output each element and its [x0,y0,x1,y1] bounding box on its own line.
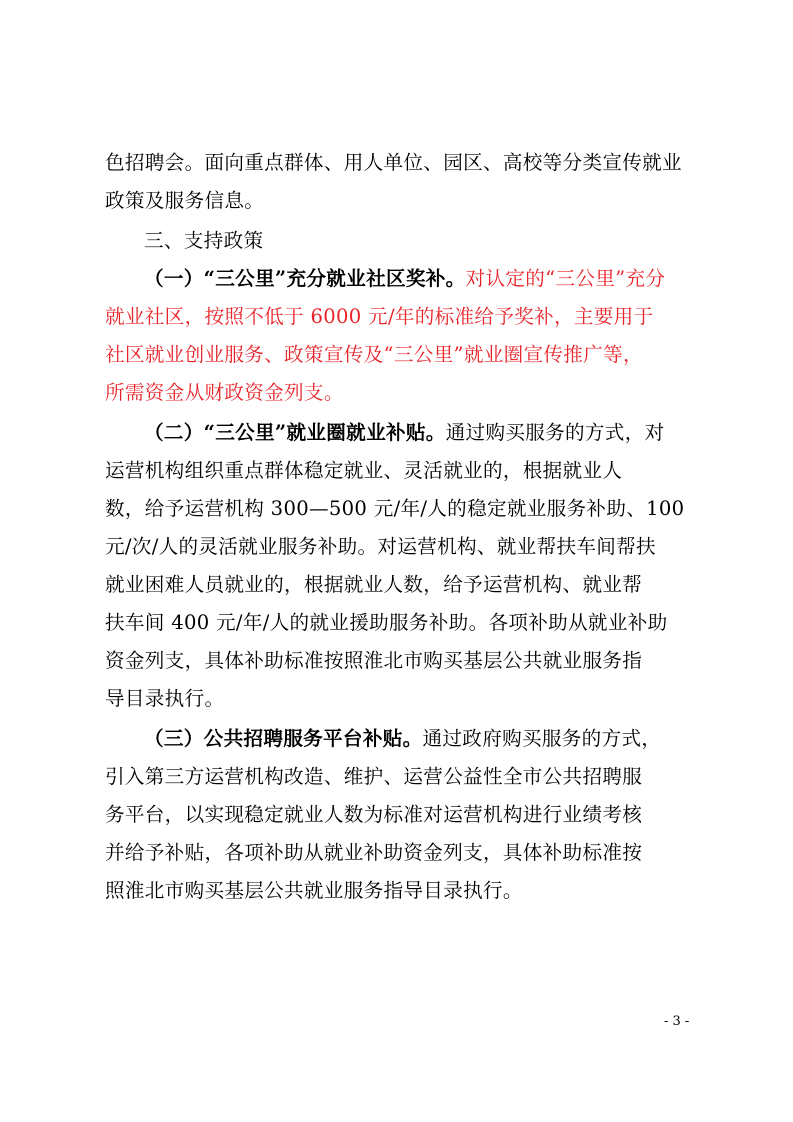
para2-line-2: 运营机构组织重点群体稳定就业、灵活就业的，根据就业人 [105,459,623,482]
para3-line-1 [144,720,695,758]
para2-heading: （二）“三公里”就业圈就业补贴。 [144,421,446,444]
para2-line-3: 数，给予运营机构 300—500 元/年/人的稳定就业服务补助、100 [105,497,685,520]
para3-line-5: 照淮北市购买基层公共就业服务指导目录执行。 [105,879,523,902]
para1-line-4: 所需资金从财政资金列支。 [105,381,344,404]
para3-line-3: 务平台，以实现稳定就业人数为标准对运营机构进行业绩考核 [105,803,643,826]
para2-line-4: 元/次/人的灵活就业服务补助。对运营机构、就业帮扶车间帮扶 [105,535,656,558]
para2-line-1 [144,414,695,452]
para1-heading: （一）“三公里”充分就业社区奖补。 [144,267,466,290]
section-heading: 三、支持政策 [144,229,264,252]
para3-line-2: 引入第三方运营机构改造、维护、运营公益性全市公共招聘服 [105,765,643,788]
page-number: - 3 - [664,1014,690,1029]
para1-line-1 [144,260,695,298]
para3-heading: （三）公共招聘服务平台补贴。 [144,727,423,750]
para1-line-1-text: 对认定的“三公里”充分 [465,267,666,290]
para2-line-1-text: 通过购买服务的方式，对 [445,421,665,444]
para2-line-7: 资金列支，具体补助标准按照淮北市购买基层公共就业服务指 [105,649,643,672]
para3-line-4: 并给予补贴，各项补助从就业补助资金列支，具体补助标准按 [105,841,643,864]
para2-line-8: 导目录执行。 [105,687,225,710]
intro-line-1: 色招聘会。面向重点群体、用人单位、园区、高校等分类宣传就业 [105,151,682,174]
intro-line-2: 政策及服务信息。 [105,189,265,212]
para3-line-1-text: 通过政府购买服务的方式， [422,727,662,750]
para1-line-3: 社区就业创业服务、政策宣传及“三公里”就业圈宣传推广等， [105,343,643,366]
para2-line-5: 就业困难人员就业的，根据就业人数，给予运营机构、就业帮 [105,573,643,596]
para2-line-6: 扶车间 400 元/年/人的就业援助服务补助。各项补助从就业补助 [105,611,668,634]
para1-line-2: 就业社区，按照不低于 6000 元/年的标准给予奖补，主要用于 [105,305,654,328]
